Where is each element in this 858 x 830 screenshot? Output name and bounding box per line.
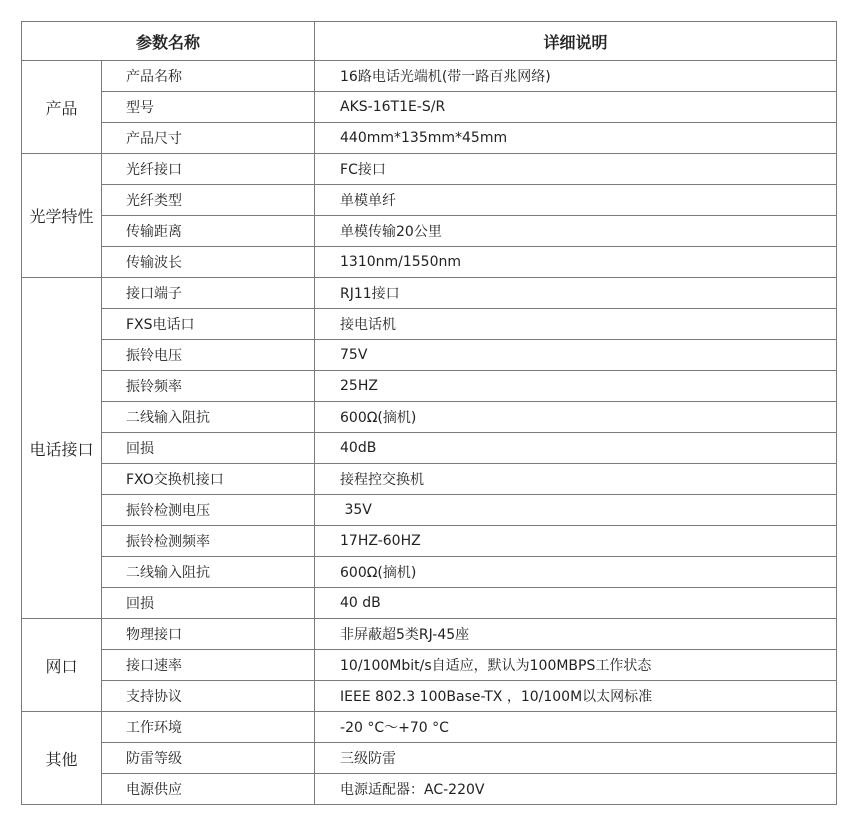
param-value-cell: 10/100Mbit/s自适应，默认为100MBPS工作状态 (315, 650, 837, 681)
table-row (22, 216, 837, 247)
param-value-cell: 单模单纤 (315, 185, 837, 216)
param-name-cell: 产品名称 (102, 61, 315, 92)
param-value-cell: 35V (315, 495, 837, 526)
table-row (22, 278, 837, 309)
param-value-cell: 接电话机 (315, 309, 837, 340)
param-name-cell: 二线输入阻抗 (102, 557, 315, 588)
param-name-cell: 振铃电压 (102, 340, 315, 371)
table-row (22, 247, 837, 278)
param-value-cell: 600Ω(摘机) (315, 557, 837, 588)
table-row (22, 309, 837, 340)
param-value-cell: AKS-16T1E-S/R (315, 92, 837, 123)
param-value-cell: 16路电话光端机(带一路百兆网络) (315, 61, 837, 92)
table-row (22, 185, 837, 216)
table-row (22, 154, 837, 185)
param-value-cell: 三级防雷 (315, 743, 837, 774)
table-row (22, 681, 837, 712)
table-row (22, 371, 837, 402)
param-name-cell: 传输距离 (102, 216, 315, 247)
param-value-cell: 17HZ-60HZ (315, 526, 837, 557)
param-name-cell: 支持协议 (102, 681, 315, 712)
param-value-cell: -20 °C～+70 °C (315, 712, 837, 743)
param-name-cell: 二线输入阻抗 (102, 402, 315, 433)
table-row (22, 743, 837, 774)
param-name-cell: 振铃检测电压 (102, 495, 315, 526)
category-cell: 产品 (22, 61, 102, 154)
table-row (22, 650, 837, 681)
param-value-cell: 40dB (315, 433, 837, 464)
header-detail: 详细说明 (315, 22, 837, 61)
param-name-cell: 光纤类型 (102, 185, 315, 216)
table-row (22, 61, 837, 92)
param-value-cell: RJ11接口 (315, 278, 837, 309)
param-name-cell: FXO交换机接口 (102, 464, 315, 495)
param-name-cell: 工作环境 (102, 712, 315, 743)
param-name-cell: 防雷等级 (102, 743, 315, 774)
param-value-cell: 1310nm/1550nm (315, 247, 837, 278)
param-value-cell: 600Ω(摘机) (315, 402, 837, 433)
table-row (22, 588, 837, 619)
table-row (22, 495, 837, 526)
table-row (22, 712, 837, 743)
param-value-cell: 非屏蔽超5类RJ-45座 (315, 619, 837, 650)
category-cell: 其他 (22, 712, 102, 805)
param-name-cell: FXS电话口 (102, 309, 315, 340)
table-row (22, 526, 837, 557)
param-value-cell: 电源适配器：AC-220V (315, 774, 837, 805)
spec-table-body (22, 61, 837, 805)
table-row (22, 433, 837, 464)
param-name-cell: 接口端子 (102, 278, 315, 309)
spec-table (21, 21, 837, 805)
param-name-cell: 电源供应 (102, 774, 315, 805)
table-row (22, 340, 837, 371)
table-row (22, 774, 837, 805)
param-value-cell: 440mm*135mm*45mm (315, 123, 837, 154)
param-value-cell: FC接口 (315, 154, 837, 185)
param-name-cell: 传输波长 (102, 247, 315, 278)
param-value-cell: 接程控交换机 (315, 464, 837, 495)
param-name-cell: 型号 (102, 92, 315, 123)
table-row (22, 619, 837, 650)
param-value-cell: 40 dB (315, 588, 837, 619)
table-row (22, 92, 837, 123)
param-name-cell: 光纤接口 (102, 154, 315, 185)
param-name-cell: 接口速率 (102, 650, 315, 681)
param-name-cell: 回损 (102, 588, 315, 619)
category-cell: 网口 (22, 619, 102, 712)
param-value-cell: 75V (315, 340, 837, 371)
table-row (22, 402, 837, 433)
param-value-cell: IEEE 802.3 100Base-TX ，10/100M以太网标准 (315, 681, 837, 712)
table-header-row (22, 22, 837, 61)
param-name-cell: 物理接口 (102, 619, 315, 650)
param-value-cell: 单模传输20公里 (315, 216, 837, 247)
param-name-cell: 回损 (102, 433, 315, 464)
category-cell: 光学特性 (22, 154, 102, 278)
header-param-name: 参数名称 (22, 22, 315, 61)
param-value-cell: 25HZ (315, 371, 837, 402)
table-row (22, 123, 837, 154)
param-name-cell: 振铃检测频率 (102, 526, 315, 557)
table-row (22, 557, 837, 588)
category-cell: 电话接口 (22, 278, 102, 619)
param-name-cell: 振铃频率 (102, 371, 315, 402)
table-row (22, 464, 837, 495)
param-name-cell: 产品尺寸 (102, 123, 315, 154)
